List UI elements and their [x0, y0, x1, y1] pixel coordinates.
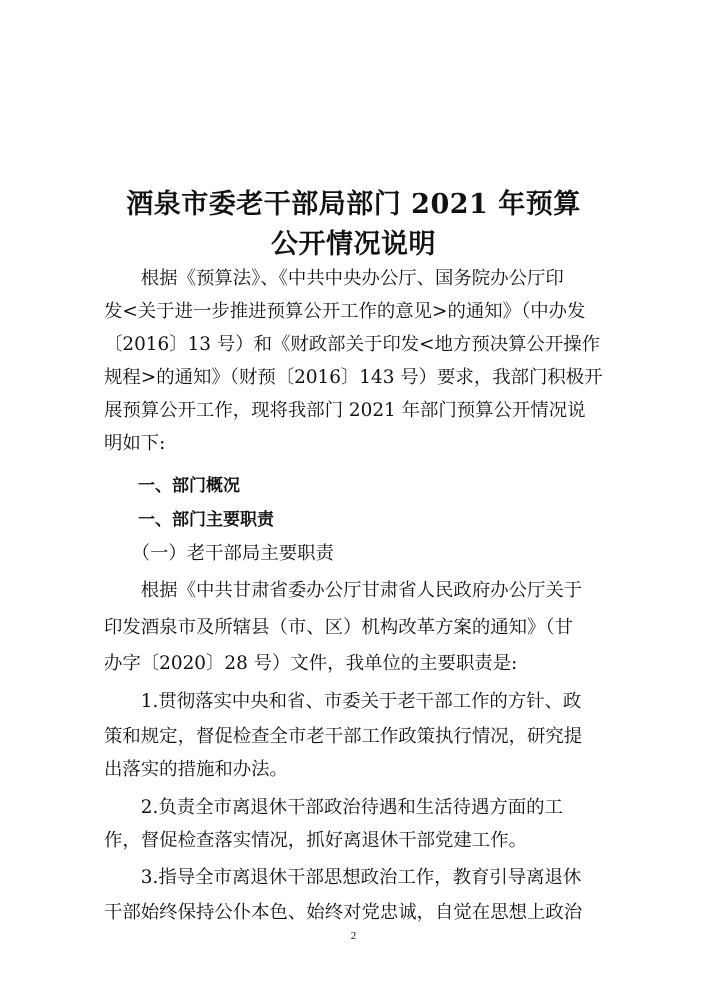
body-line: 发<关于进一步推进预算公开工作的意见>的通知》（中办发 — [104, 301, 586, 322]
body-line: 印发酒泉市及所辖县（市、区）机构改革方案的通知》（甘 — [104, 617, 573, 638]
section-heading-overview: 一、部门概况 — [104, 476, 240, 496]
section-heading-responsibilities: 一、部门主要职责 — [104, 510, 274, 530]
document-title-line-1: 酒泉市委老干部局部门 2021 年预算 — [126, 189, 581, 220]
body-line: 〔2016〕13 号）和《财政部关于印发<地方预决算公开操作 — [104, 334, 601, 355]
body-line: 根据《中共甘肃省委办公厅甘肃省人民政府办公厅关于 — [104, 580, 583, 601]
body-line: 策和规定，督促检查全市老干部工作政策执行情况，研究提 — [104, 726, 583, 747]
body-line: 办字〔2020〕28 号）文件，我单位的主要职责是: — [104, 653, 518, 674]
body-line: 3.指导全市离退休干部思想政治工作，教育引导离退休 — [104, 867, 582, 888]
document-title-line-2: 公开情况说明 — [271, 229, 436, 260]
body-line: 2.负责全市离退休干部政治待遇和生活待遇方面的工 — [104, 797, 563, 818]
subsection-heading: （一）老干部局主要职责 — [104, 543, 334, 564]
body-line: 作，督促检查落实情况，抓好离退休干部党建工作。 — [104, 830, 527, 851]
body-line: 规程>的通知》（财预〔2016〕143 号）要求，我部门积极开 — [104, 367, 603, 388]
body-line: 根据《预算法》、《中共中央办公厅、国务院办公厅印 — [104, 268, 564, 289]
body-line: 1.贯彻落实中央和省、市委关于老干部工作的方针、政 — [104, 691, 582, 712]
body-line: 展预算公开工作，现将我部门 2021 年部门预算公开情况说 — [104, 400, 586, 421]
body-line: 明如下: — [104, 433, 166, 454]
body-line: 出落实的措施和办法。 — [104, 759, 288, 780]
page-number: 2 — [350, 930, 357, 942]
body-line: 干部始终保持公仆本色、始终对党忠诚，自觉在思想上政治 — [104, 902, 583, 923]
